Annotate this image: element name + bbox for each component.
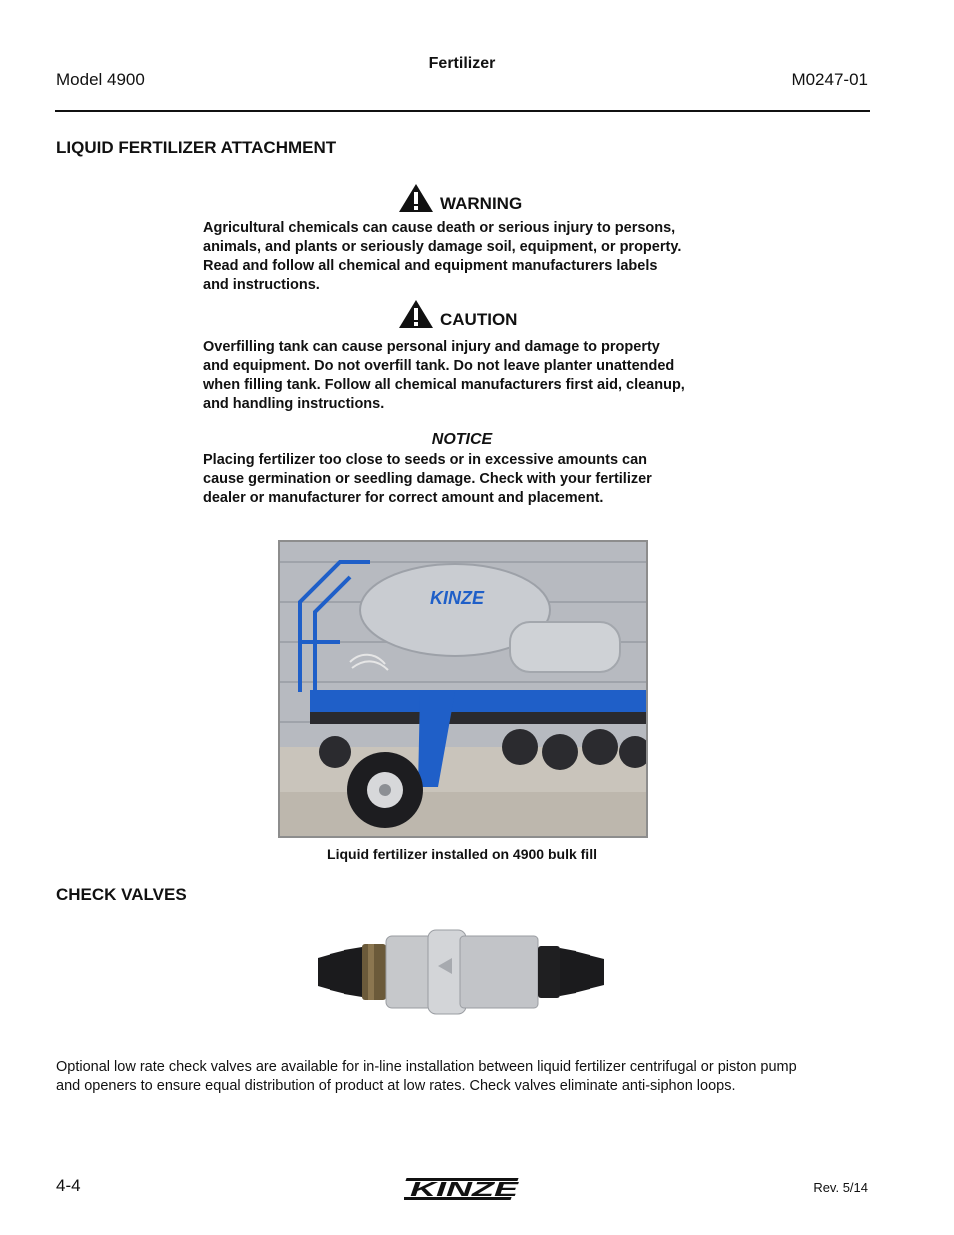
warning-line: Read and follow all chemical and equipment manufacturers labels: [203, 258, 658, 274]
warning-line: and instructions.: [203, 277, 320, 293]
page-title: Fertilizer: [428, 55, 496, 72]
caution-label: CAUTION: [440, 310, 518, 329]
header-divider: [55, 110, 870, 112]
warning-line: animals, and plants or seriously damage soil, equipment, or property.: [203, 239, 682, 255]
warning-header: [398, 182, 522, 214]
caution-text: [203, 338, 743, 414]
kinze-logo: [404, 1174, 524, 1209]
warning-label: WARNING: [440, 194, 523, 213]
caution-triangle-icon: [398, 299, 434, 329]
tank-logo: KINZE: [430, 588, 484, 608]
check-valve-illustration: [310, 920, 610, 1025]
caution-line: Overfilling tank can cause personal injury and damage to property: [203, 339, 660, 355]
planter-illustration: [280, 542, 646, 836]
warning-line: Agricultural chemicals can cause death or serious injury to persons,: [203, 220, 676, 236]
warning-triangle-icon: [398, 183, 434, 213]
notice-line: cause germination or seedling damage. Check with your fertilizer: [203, 471, 652, 487]
photo-caption: Liquid fertilizer installed on 4900 bulk fill: [327, 846, 597, 862]
caution-line: when filling tank. Follow all chemical manufacturers first aid, cleanup,: [203, 377, 685, 393]
warning-text: [203, 219, 743, 295]
caution-line: and handling instructions.: [203, 396, 385, 412]
body-line: and openers to ensure equal distribution of product at low rates. Check valves eliminate anti-siphon loops.: [56, 1078, 736, 1094]
section-heading-check-valves: CHECK VALVES: [56, 885, 187, 904]
check-valves-description: [56, 1058, 876, 1096]
notice-label: NOTICE: [431, 431, 493, 448]
revision-label: Rev. 5/14: [813, 1180, 868, 1195]
model-label: Model 4900: [56, 70, 145, 89]
page-number: 4-4: [56, 1176, 81, 1195]
notice-line: Placing fertilizer too close to seeds or in excessive amounts can: [203, 452, 648, 468]
footer-brand: KINZE: [410, 1179, 520, 1201]
notice-text: [203, 451, 743, 508]
body-line: Optional low rate check valves are available for in-line installation between liquid fertilizer centrifugal or piston pump: [56, 1059, 797, 1075]
planter-photo: [278, 540, 648, 838]
check-valve-image: [310, 920, 610, 1025]
notice-line: dealer or manufacturer for correct amount and placement.: [203, 490, 604, 506]
kinze-logo-graphic: [404, 1174, 524, 1204]
document-number: M0247-01: [791, 70, 868, 89]
caution-line: and equipment. Do not overfill tank. Do not leave planter unattended: [203, 358, 675, 374]
caution-header: [398, 298, 517, 330]
section-heading-liquid-fertilizer: LIQUID FERTILIZER ATTACHMENT: [56, 138, 337, 157]
